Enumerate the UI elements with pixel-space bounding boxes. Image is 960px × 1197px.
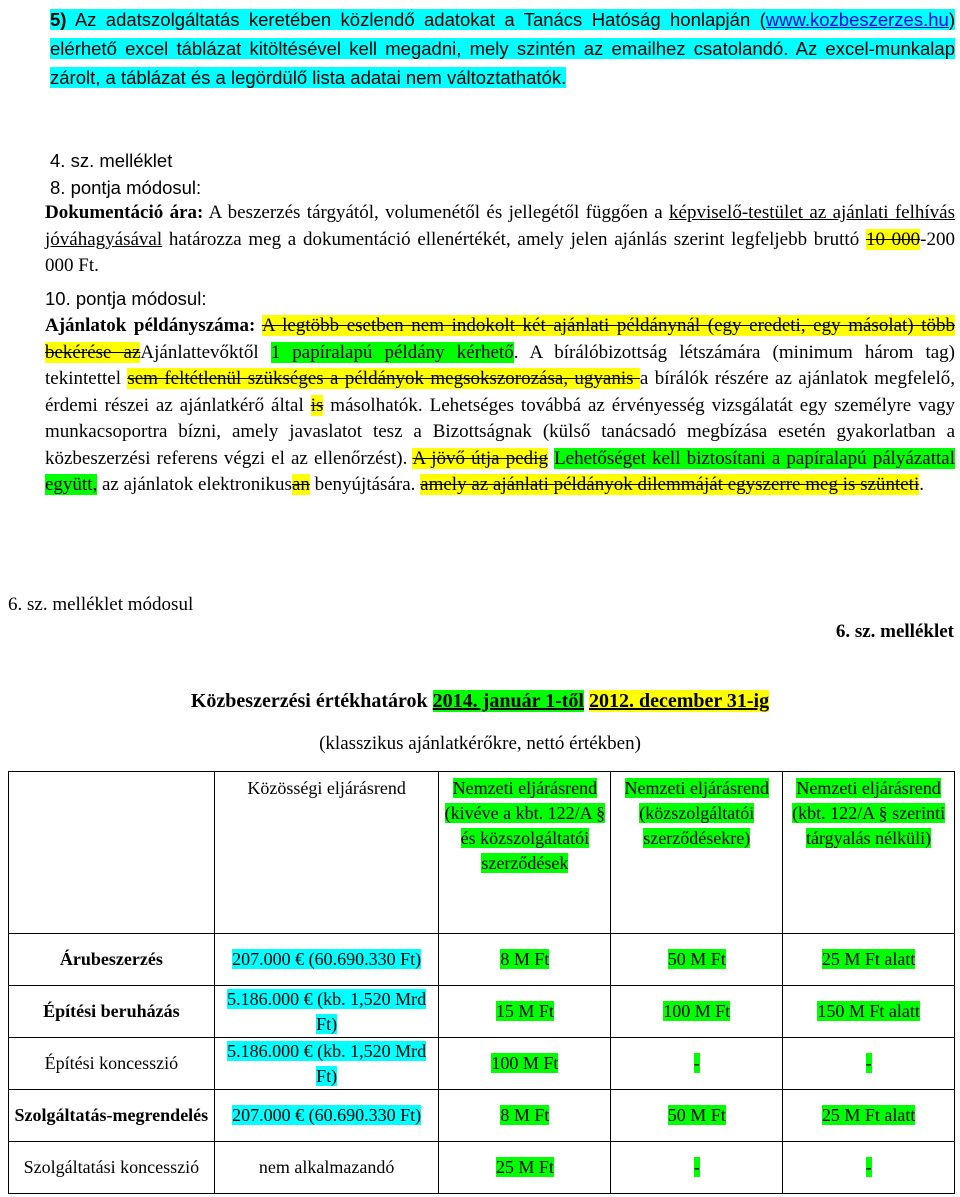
national-threshold-value: - (693, 1053, 700, 1073)
copies-green-2: Lehetőséget kell biztosítani a papíralapú pályázattal együtt, (45, 447, 956, 495)
row-label (9, 1038, 215, 1090)
thresholds-title-main: Közbeszerzési értékhatárok (190, 690, 433, 712)
national-threshold-cell (783, 1038, 955, 1090)
eu-threshold-cell (214, 986, 439, 1038)
national-threshold-value: 25 M Ft alatt (821, 949, 916, 969)
notice-text-2: ) elérhető excel táblázat kitöltésével kell megadni, mely szintén az emailhez csatolandó. Az excel-munkalap zárolt, a táblázat és a legördülő lista adatai nem változtathatók. (50, 9, 955, 88)
national-threshold-value: 8 M Ft (500, 949, 550, 969)
national-threshold-cell (783, 1090, 955, 1142)
table-row (9, 1038, 955, 1090)
row-label (9, 934, 215, 986)
copies-struck-5: an (291, 474, 310, 495)
table-row (9, 1142, 955, 1194)
table-row (9, 986, 955, 1038)
annex6-right-title: 6. sz. melléklet (835, 621, 954, 642)
doc-price-new: -200 000 Ft. (45, 228, 955, 276)
thresholds-table (8, 771, 955, 1194)
national-threshold-value: 15 M Ft (495, 1001, 554, 1021)
top-notice (50, 5, 955, 92)
national-threshold-cell (611, 986, 783, 1038)
row-label (9, 1142, 215, 1194)
table-header-row (9, 772, 955, 934)
eu-threshold-value: 5.186.000 € (kb. 1,520 Mrd Ft) (227, 1040, 427, 1086)
national-threshold-cell (783, 986, 955, 1038)
header-text: Nemzeti eljárásrend (közszolgáltatói szerződésekre) (624, 778, 769, 848)
table-header-cell (214, 772, 439, 934)
national-threshold-cell (439, 1142, 611, 1194)
row-label-text: Szolgáltatás-megrendelés (14, 1105, 209, 1125)
national-threshold-value: 100 M Ft (491, 1053, 559, 1073)
national-threshold-cell (611, 1038, 783, 1090)
copies-struck-1: A legtöbb esetben nem indokolt két ajánlati példánynál (egy eredeti, egy másolat) több bekérése az (45, 315, 956, 363)
copies-text-3: a bírálók részére az ajánlatok megfelelő, érdemi részei az ajánlatkérő által (45, 368, 955, 416)
table-header-cell (611, 772, 783, 934)
eu-threshold-cell (214, 1090, 439, 1142)
annex4-heading: 4. sz. melléklet (50, 150, 173, 171)
doc-price-old: 10 000 (865, 228, 921, 250)
national-threshold-cell (783, 934, 955, 986)
notice-paren: ( (759, 9, 766, 30)
national-threshold-value: 25 M Ft alatt (821, 1105, 916, 1125)
national-threshold-cell (611, 1090, 783, 1142)
doc-price-underlined: képviselő-testület az ajánlati felhívás jóváhagyásával (45, 202, 956, 250)
notice-text-1: Az adatszolgáltatás keretében közlendő adatokat a Tanács Hatóság honlapján (74, 9, 751, 30)
national-threshold-value: 25 M Ft (495, 1157, 554, 1177)
eu-threshold-cell (214, 934, 439, 986)
doc-price-paragraph (45, 200, 955, 280)
eu-threshold-value: 207.000 € (60.690.330 Ft) (232, 1105, 422, 1125)
table-header-cell (783, 772, 955, 934)
national-threshold-value: - (693, 1157, 700, 1177)
eu-threshold-value: 207.000 € (60.690.330 Ft) (232, 949, 422, 969)
national-threshold-cell (783, 1142, 955, 1194)
national-threshold-cell (611, 1142, 783, 1194)
copies-text-4: másolhatók. Lehetséges továbbá az érvényesség vizsgálatát egy személyre vagy munkacsoportra bízni, amely javaslatot tesz a Bizottságnak (külső tanácsadó megbízása esetén gyakorlatban a közbeszerzési referens végzi el az ellenőrzést). (45, 394, 956, 469)
national-threshold-value: 100 M Ft (663, 1001, 731, 1021)
copies-text-6: benyújtására. (309, 474, 421, 495)
national-threshold-cell (439, 1038, 611, 1090)
header-text: Nemzeti eljárásrend (kivéve a kbt. 122/A § és közszolgáltatói szerződések (444, 778, 606, 873)
row-label (9, 986, 215, 1038)
eu-threshold-cell (214, 1142, 439, 1194)
table-header-cell (9, 772, 215, 934)
header-text: Nemzeti eljárásrend (kbt. 122/A § szerinti tárgyalás nélküli) (792, 778, 946, 848)
doc-price-text-2: határozza meg a dokumentáció ellenértékét, amely jelen ajánlás szerint legfeljebb bruttó (162, 228, 866, 250)
copies-green-1: 1 papíralapú példány kérhető (270, 341, 514, 363)
copies-text-7: . (919, 474, 924, 495)
eu-threshold-value: 5.186.000 € (kb. 1,520 Mrd Ft) (227, 988, 427, 1034)
table-header-cell (439, 772, 611, 934)
copies-struck-6: amely az ajánlati példányok dilemmáját egyszerre meg is szünteti (420, 474, 920, 495)
table-row (9, 1090, 955, 1142)
table-row (9, 934, 955, 986)
row-label (9, 1090, 215, 1142)
copies-struck-2: sem feltétlenül szükséges a példányok megsokszorozása, ugyanis (127, 368, 640, 389)
doc-price-label: Dokumentáció ára: (45, 202, 204, 223)
row-label-text: Árubeszerzés (59, 949, 163, 969)
kozbeszerzes-link[interactable]: www.kozbeszerzes.hu (765, 9, 949, 30)
national-threshold-value: 150 M Ft alatt (817, 1001, 920, 1021)
national-threshold-value: 50 M Ft (667, 1105, 726, 1125)
annex4-point10: 10. pontja módosul: (45, 288, 207, 309)
national-threshold-cell (439, 934, 611, 986)
copies-struck-3: is (310, 394, 324, 416)
national-threshold-cell (611, 934, 783, 986)
header-text: Közösségi eljárásrend (247, 778, 406, 798)
row-label-text: Építési koncesszió (44, 1053, 179, 1073)
eu-threshold-value: nem alkalmazandó (258, 1157, 395, 1177)
copies-text-2: . A bírálóbizottság létszámára (minimum három tag) tekintettel (45, 341, 956, 389)
copies-text-5: az ajánlatok elektronikus (97, 474, 292, 495)
row-label-text: Építési beruházás (43, 1001, 180, 1021)
national-threshold-value: - (865, 1157, 872, 1177)
national-threshold-value: 50 M Ft (667, 949, 726, 969)
eu-threshold-cell (214, 1038, 439, 1090)
national-threshold-value: - (865, 1053, 872, 1073)
notice-number: 5) (50, 9, 67, 30)
national-threshold-value: 8 M Ft (500, 1105, 550, 1125)
thresholds-title-old: 2012. december 31-ig (588, 690, 770, 712)
annex4-point8: 8. pontja módosul: (50, 177, 202, 198)
copies-paragraph (45, 313, 955, 499)
row-label-text: Szolgáltatási koncesszió (23, 1157, 200, 1177)
doc-price-text-1: A beszerzés tárgyától, volumenétől és jellegétől függően a (203, 202, 670, 223)
annex6-heading: 6. sz. melléklet módosul (8, 594, 194, 615)
thresholds-subtitle: (klasszikus ajánlatkérőkre, nettó értékben) (319, 733, 641, 754)
copies-text-1: Ajánlattevőktől (140, 341, 259, 363)
copies-struck-4: A jövő útja pedig (412, 447, 548, 469)
copies-label: Ajánlatok példányszáma: (45, 315, 256, 336)
thresholds-title (0, 690, 960, 713)
thresholds-title-new: 2014. január 1-től (432, 690, 584, 712)
national-threshold-cell (439, 1090, 611, 1142)
national-threshold-cell (439, 986, 611, 1038)
